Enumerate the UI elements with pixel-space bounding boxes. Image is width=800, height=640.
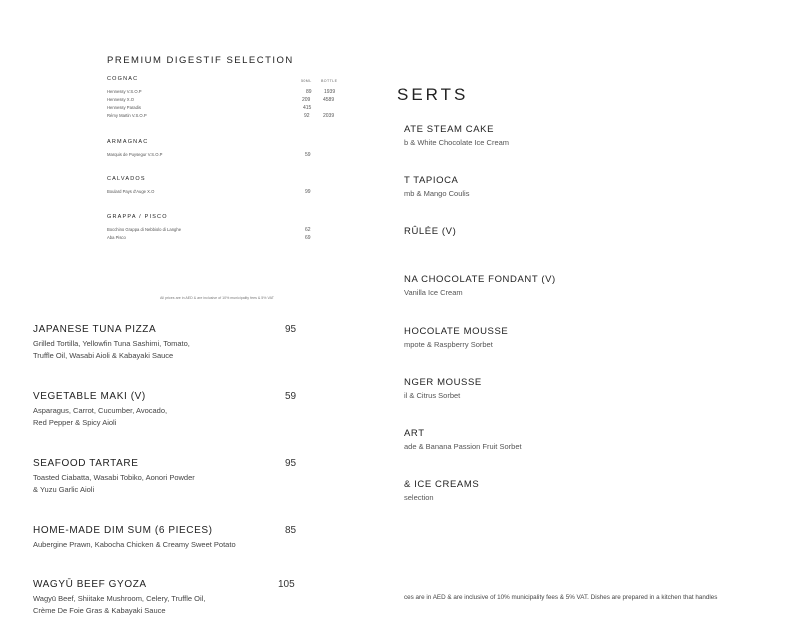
dessert-desc: mb & Mango Coulis bbox=[404, 189, 470, 198]
drink-name: Hennessy X.O bbox=[107, 97, 134, 102]
category-grappa-pisco: GRAPPA / PISCO bbox=[107, 214, 168, 220]
drink-price-bottle: 4589 bbox=[323, 97, 335, 103]
dish-name: SEAFOOD TARTARE bbox=[33, 458, 139, 469]
category-calvados: CALVADOS bbox=[107, 176, 146, 182]
dish-desc: Grilled Tortilla, Yellowfin Tuna Sashimi, Tomato, bbox=[33, 339, 190, 348]
dish-price: 85 bbox=[285, 525, 297, 536]
drink-price-50ml: 415 bbox=[303, 105, 312, 111]
dessert-desc: ade & Banana Passion Fruit Sorbet bbox=[404, 442, 522, 451]
drink-price-50ml: 99 bbox=[305, 189, 311, 195]
dish-desc: Asparagus, Carrot, Cucumber, Avocado, bbox=[33, 406, 168, 415]
dish-price: 95 bbox=[285, 458, 297, 469]
drink-price-50ml: 59 bbox=[305, 152, 311, 158]
drink-price-bottle: 2039 bbox=[323, 113, 335, 119]
digestif-footnote: All prices are in AED & are inclusive of 10% municipality fees & 5% VAT bbox=[160, 296, 274, 300]
desserts-footnote: ces are in AED & are inclusive of 10% municipality fees & 5% VAT. Dishes are prepared in a kitchen that handles bbox=[404, 594, 718, 601]
drink-name: Rémy Martin V.S.O.P bbox=[107, 113, 147, 118]
dish-price: 95 bbox=[285, 324, 297, 335]
drink-price-bottle: 1939 bbox=[324, 89, 336, 95]
desserts-title: SERTS bbox=[397, 85, 469, 104]
dessert-name: NGER MOUSSE bbox=[404, 377, 482, 388]
drink-name: Hennessy V.S.O.P bbox=[107, 89, 142, 94]
dessert-desc: selection bbox=[404, 493, 434, 502]
col-header-bottle: BOTTLE bbox=[321, 79, 338, 83]
drink-price-50ml: 69 bbox=[305, 235, 311, 241]
dessert-name: RÛLÉE (V) bbox=[404, 226, 457, 237]
dish-name: WAGYŪ BEEF GYOZA bbox=[33, 579, 147, 590]
digestif-title: PREMIUM DIGESTIF SELECTION bbox=[107, 55, 294, 66]
dessert-name: & ICE CREAMS bbox=[404, 479, 480, 490]
col-header-50ml: 50ML bbox=[301, 79, 312, 83]
dessert-name: T TAPIOCA bbox=[404, 175, 459, 186]
category-armagnac: ARMAGNAC bbox=[107, 139, 149, 145]
dish-desc: Aubergine Prawn, Kabocha Chicken & Creamy Sweet Potato bbox=[33, 540, 236, 549]
dish-desc: Wagyū Beef, Shiitake Mushroom, Celery, Truffle Oil, bbox=[33, 594, 206, 603]
dessert-name: HOCOLATE MOUSSE bbox=[404, 326, 509, 337]
dish-desc: Toasted Ciabatta, Wasabi Tobiko, Aonori Powder bbox=[33, 473, 195, 482]
dessert-name: ART bbox=[404, 428, 425, 439]
drink-name: Bocchino Grappa di Nebbiolo di Langhe bbox=[107, 227, 182, 232]
dish-name: JAPANESE TUNA PIZZA bbox=[33, 324, 157, 335]
drink-price-50ml: 89 bbox=[306, 89, 312, 95]
drink-price-50ml: 92 bbox=[304, 113, 310, 119]
dessert-desc: Vanilla Ice Cream bbox=[404, 288, 463, 297]
dessert-desc: b & White Chocolate Ice Cream bbox=[404, 138, 510, 147]
dish-desc: & Yuzu Garlic Aioli bbox=[33, 485, 95, 494]
dish-desc: Red Pepper & Spicy Aioli bbox=[33, 418, 117, 427]
drink-name: Hennessy Paradis bbox=[107, 105, 141, 110]
drink-price-50ml: 62 bbox=[305, 227, 311, 233]
dessert-desc: mpote & Raspberry Sorbet bbox=[404, 340, 493, 349]
dessert-name: ATE STEAM CAKE bbox=[404, 124, 495, 135]
dish-desc: Crème De Foie Gras & Kabayaki Sauce bbox=[33, 606, 166, 615]
dessert-desc: il & Citrus Sorbet bbox=[404, 391, 461, 400]
drink-name: Marquis de Puysegur V.S.O.P bbox=[107, 152, 163, 157]
dish-name: VEGETABLE MAKI (V) bbox=[33, 391, 146, 402]
dish-price: 59 bbox=[285, 391, 297, 402]
dish-price: 105 bbox=[278, 579, 295, 590]
desserts-footnote-wrap bbox=[404, 594, 800, 601]
dessert-name: NA CHOCOLATE FONDANT (V) bbox=[404, 274, 556, 285]
drink-price-50ml: 209 bbox=[302, 97, 311, 103]
category-cognac: COGNAC bbox=[107, 76, 139, 82]
drink-name: Aba Pisco bbox=[107, 235, 126, 240]
dish-name: HOME-MADE DIM SUM (6 PIECES) bbox=[33, 525, 213, 536]
dish-desc: Truffle Oil, Wasabi Aioli & Kabayaki Sauce bbox=[33, 351, 174, 360]
drink-name: Boulard Pays d'Auge X.O bbox=[107, 189, 155, 194]
